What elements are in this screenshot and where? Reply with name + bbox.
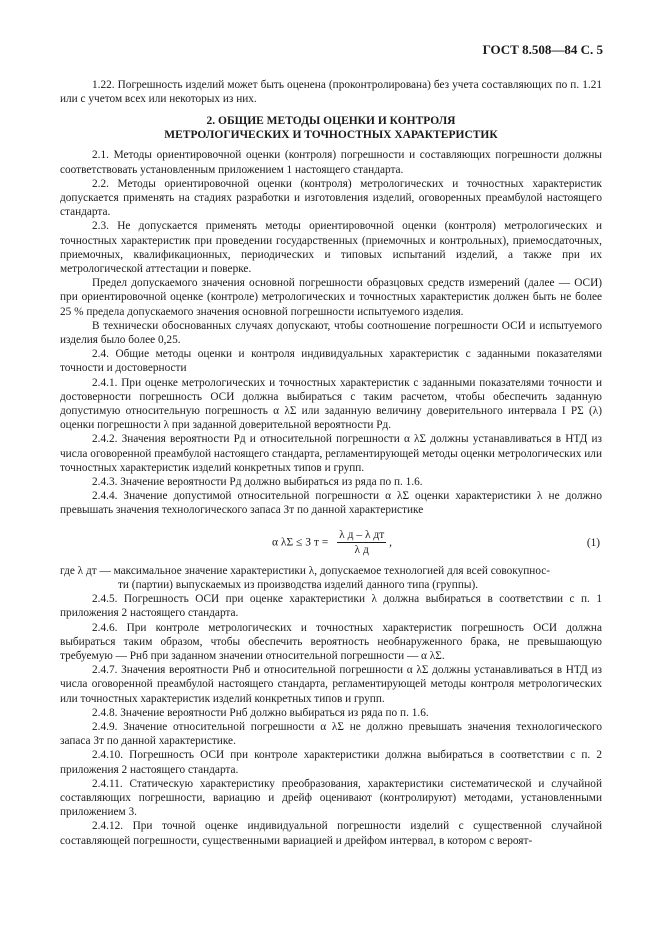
- paragraph: 2.4.11. Статическую характеристику преобразования, характеристики систематической и случайной составляющих погрешности, вариацию и дрейф оценивают (контролируют) методами, установленными приложением 3.: [60, 777, 602, 819]
- paragraph: Предел допускаемого значения основной погрешности образцовых средств измерений (далее — ОСИ) при ориентировочной оценке (контроле) метрологических и точностных характеристик должен быть не более 25 % предела допускаемого значения основной погрешности испытуемого изделия.: [60, 277, 602, 318]
- section-title: [60, 114, 602, 142]
- formula-1: [60, 522, 602, 560]
- paragraph: 2.4.9. Значение относительной погрешности α λΣ не должно превышать значения технологического запаса Зт по данной характеристике.: [60, 720, 602, 748]
- paragraph: 2.1. Методы ориентировочной оценки (контроля) погрешности и составляющих погрешности должны соответствовать установленным приложением 1 настоящего стандарта.: [60, 149, 602, 176]
- formula-lhs: α λΣ ≤ З т =: [272, 536, 329, 549]
- paragraph: 2.4.5. Погрешность ОСИ при оценке характеристики λ должна выбираться в соответствии с п. 1 приложения 2 настоящего стандарта.: [60, 593, 602, 620]
- paragraph: 2.4.12. При точной оценке индивидуальной погрешности изделий с существенной случайной составляющей погрешности, существенными вариацией и дрейфом интервал, в котором с вероят-: [60, 820, 602, 847]
- paragraph: 2.4.8. Значение вероятности Pнб должно выбираться из ряда по п. 1.6.: [92, 706, 429, 719]
- paragraph: 2.4.10. Погрешность ОСИ при контроле характеристики должна выбираться в соответствии с п. 2 приложения 2 настоящего стандарта.: [60, 749, 602, 776]
- paragraph: 1.22. Погрешность изделий может быть оценена (проконтролирована) без учета составляющих по п. 1.21 или с учетом всех или некоторых из них.: [60, 79, 602, 106]
- paragraph: 2.4.6. При контроле метрологических и точностных характеристик погрешность ОСИ должна выбираться таким образом, чтобы обеспечить вероятность необнаруженного брака, не превышающую требуемую — Pнб при заданном значении относительной погрешности — α λΣ.: [60, 621, 602, 662]
- paragraph: 2.3. Не допускается применять методы ориентировочной оценки (контроля) метрологических и точностных характеристик при проведении государственных (приемочных и контрольных), приемосдаточных, приемочных, квалификационных, периодических и типовых испытаний изделий, а также при их метрологической аттестации и поверке.: [60, 220, 602, 276]
- formula-number: (1): [586, 536, 600, 549]
- paragraph: 2.4. Общие методы оценки и контроля индивидуальных характеристик с заданными показателями точности и достоверности: [60, 348, 602, 375]
- document-body: [60, 78, 602, 848]
- formula-denominator: λ д: [354, 543, 369, 556]
- paragraph: 2.4.4. Значение допустимой относительной погрешности α λΣ оценки характеристики λ не должно превышать значения технологического запаса Зт по данной характеристике: [60, 490, 602, 517]
- paragraph: В технически обоснованных случаях допускают, чтобы соотношение погрешности ОСИ и испытуемого изделия было более 0,25.: [60, 319, 602, 347]
- paragraph: 2.4.7. Значения вероятности Pнб и относительной погрешности α λΣ должны устанавливаться в НТД из числа оговоренной преамбулой настоящего стандарта, регламентирующей методы контроля метрологических или точностных характеристик изделий конкретных типов и групп.: [60, 664, 602, 705]
- formula-fraction: [337, 528, 386, 557]
- paragraph: 2.4.1. При оценке метрологических и точностных характеристик с заданными показателями точности и достоверности погрешность ОСИ должна выбираться с таким расчетом, чтобы обеспечить заданную допустимую относительную погрешность α λΣ или заданную величину доверительного интервала I PΣ (λ) оценки погрешности λ при заданной доверительной вероятности Pд.: [60, 376, 602, 432]
- page-header: ГОСТ 8.508—84 С. 5: [482, 42, 603, 57]
- paragraph: 2.4.2. Значения вероятности Pд и относительной погрешности α λΣ должны устанавливаться в НТД из числа оговоренной преамбулой настоящего стандарта, регламентирующей методы оценки метрологических или точностных характеристик изделий конкретных типов и групп.: [60, 433, 602, 474]
- formula-tail: ,: [389, 536, 393, 549]
- paragraph: 2.4.3. Значение вероятности Pд должно выбираться из ряда по п. 1.6.: [92, 476, 423, 489]
- formula-explanation: где λ дт — максимальное значение характеристики λ, допускаемое технологией для всей совокупнос-: [60, 564, 551, 577]
- formula-numerator: λ д – λ дт: [337, 528, 386, 543]
- formula-explanation-cont: ти (партии) выпускаемых из производства изделий данного типа (группы).: [118, 578, 479, 591]
- section-title-line: 2. ОБЩИЕ МЕТОДЫ ОЦЕНКИ И КОНТРОЛЯ: [206, 115, 456, 128]
- paragraph: 2.2. Методы ориентировочной оценки (контроля) метрологических и точностных характеристик допускается применять на стадиях разработки и изготовления изделий, оговоренных преамбулой настоящего стандарта.: [60, 177, 602, 219]
- section-title-line: МЕТРОЛОГИЧЕСКИХ И ТОЧНОСТНЫХ ХАРАКТЕРИСТИК: [164, 129, 498, 142]
